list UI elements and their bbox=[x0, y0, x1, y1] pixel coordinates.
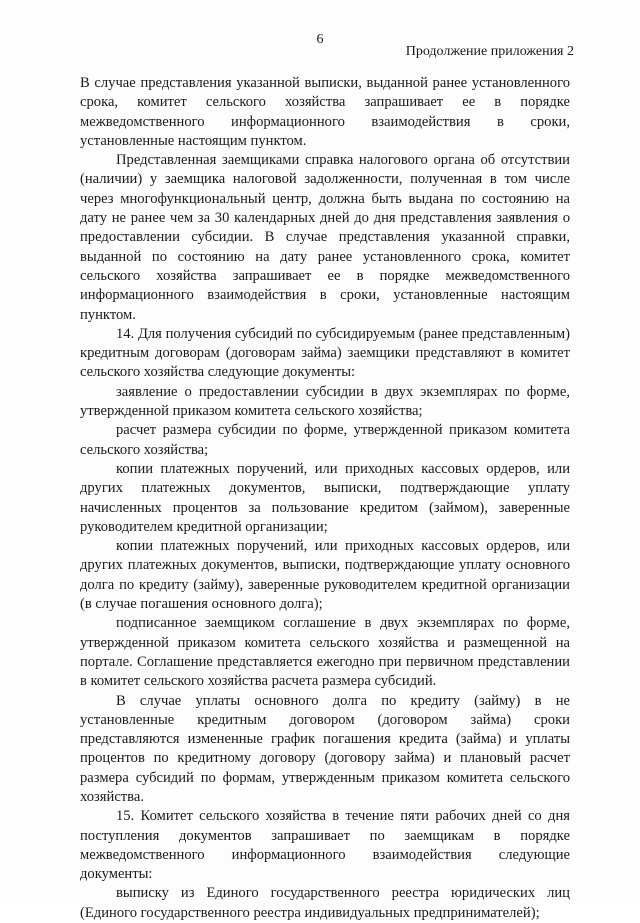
page-number: 6 bbox=[316, 32, 324, 47]
clause-14-paragraph: 14. Для получения субсидий по субсидируемым (ранее представленным) кредитным договорам (договорам займа) заемщики представляют в комитет сельского хозяйства следующие документы: bbox=[80, 325, 570, 381]
paragraph: В случае представления указанной выписки, выданной ранее установленного срока, комитет сельского хозяйства запрашивает ее в порядке межведомственного информационного взаимодействия в сроки, установленные настоящим пунктом. bbox=[80, 75, 570, 149]
appendix-continuation-label: Продолжение приложения 2 bbox=[405, 44, 574, 59]
clause-15-paragraph: 15. Комитет сельского хозяйства в течение пяти рабочих дней со дня поступления документов запрашивает по заемщикам в порядке межведомственного информационного взаимодействия следующие документы: bbox=[80, 808, 570, 883]
list-item: выписку из Единого государственного реестра юридических лиц (Единого государственного реестра индивидуальных предпринимателей); bbox=[80, 885, 570, 921]
paragraph: Представленная заемщиками справка налогового органа об отсутствии (наличии) у заемщика налоговой задолженности, полученная в том числе через многофункциональный центр, должна быть выдана по состоянию на дату не ранее чем за 30 календарных дней до дня представления заявления о предоставлении субсидии. В случае представления указанной справки, выданной по состоянию на дату ранее установленного срока, комитет сельского хозяйства запрашивает ее в порядке межведомственного информационного взаимодействия в сроки, установленные настоящим пунктом. bbox=[80, 152, 570, 323]
paragraph: В случае уплаты основного долга по кредиту (займу) в не установленные кредитным договором (договором займа) сроки представляются измененные график погашения кредита (займа) и уплаты процентов по кредитному договору (договору займа) и плановый расчет размера субсидий по формам, утвержденным приказом комитета сельского хозяйства. bbox=[80, 692, 570, 805]
list-item: копии платежных поручений, или приходных кассовых ордеров, или других платежных документов, выписки, подтверждающие уплату начисленных процентов за пользование кредитом (займом), заверенные руководителем кредитной организации; bbox=[80, 460, 570, 535]
list-item: подписанное заемщиком соглашение в двух экземплярах по форме, утвержденной приказом комитета сельского хозяйства и размещенной на портале. Соглашение представляется ежегодно при первичном представлении в комитет сельского хозяйства расчета размера субсидий. bbox=[80, 615, 570, 690]
list-item: заявление о предоставлении субсидии в двух экземплярах по форме, утвержденной приказом комитета сельского хозяйства; bbox=[80, 383, 570, 420]
document-body bbox=[80, 74, 570, 923]
list-item: копии платежных поручений, или приходных кассовых ордеров, или других платежных документов, выписки, подтверждающие уплату основного долга по кредиту (займу), заверенные руководителем кредитной организации (в случае погашения основного долга); bbox=[80, 538, 570, 613]
list-item: расчет размера субсидии по форме, утвержденной приказом комитета сельского хозяйства; bbox=[80, 422, 570, 458]
